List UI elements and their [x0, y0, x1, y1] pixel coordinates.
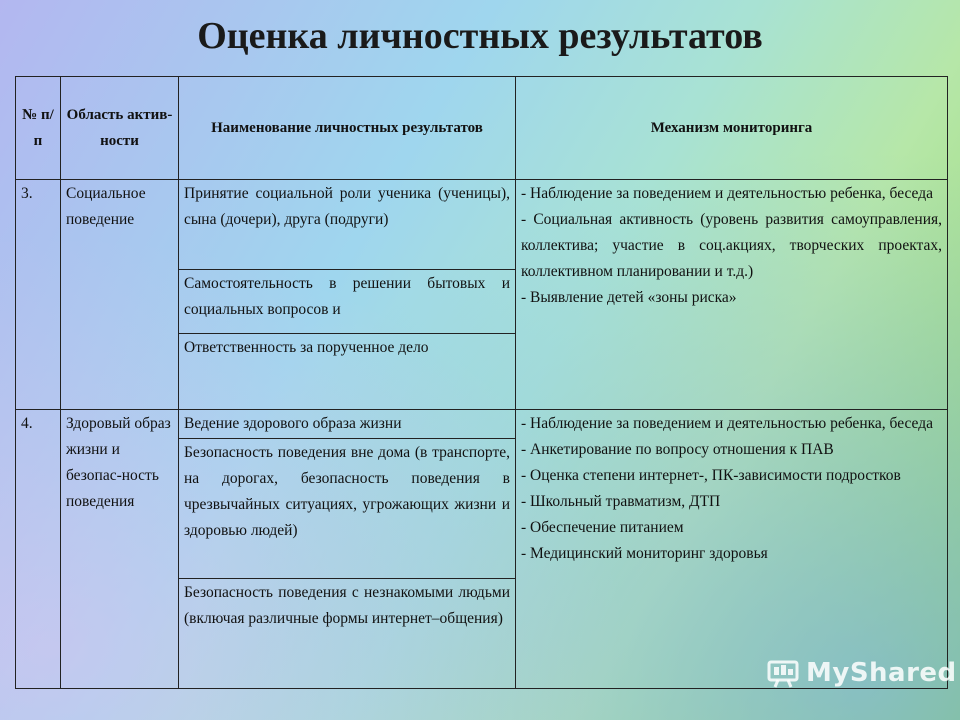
results-table [15, 76, 948, 689]
mechanism-cell [516, 180, 948, 410]
result-cell: Ведение здорового образа жизни [179, 410, 516, 439]
mechanism-item: - Обеспечение питанием [521, 519, 684, 536]
table-header-row [16, 77, 948, 180]
myshared-logo-icon [766, 658, 800, 688]
result-cell: Принятие социальной роли ученика (ученицы), сына (дочери), друга (подруги) [179, 180, 516, 270]
page-title: Оценка личностных результатов [197, 15, 763, 57]
mechanism-cell [516, 410, 948, 689]
result-cell: Безопасность поведения вне дома (в транспорте, на дорогах, безопасность поведения в чрезвычайных ситуациях, угрожающих жизни и здоровью людей) [179, 439, 516, 579]
header-num: № п/п [16, 77, 61, 180]
activity-area: Здоровый образ жизни и безопас-ность поведения [61, 410, 179, 689]
table-row [16, 180, 948, 270]
mechanism-item: - Наблюдение за поведением и деятельностью ребенка, беседа [521, 415, 933, 432]
table-row [16, 410, 948, 439]
activity-area: Социальное поведение [61, 180, 179, 410]
mechanism-item: - Наблюдение за поведением и деятельностью ребенка, беседа [521, 185, 933, 202]
row-number: 3. [16, 180, 61, 410]
watermark [766, 656, 957, 690]
header-mechanism: Механизм мониторинга [516, 77, 948, 180]
watermark-text: MyShared [806, 658, 957, 688]
mechanism-item: - Медицинский мониторинг здоровья [521, 545, 768, 562]
mechanism-item: - Социальная активность (уровень развития самоуправления, коллектива; участие в соц.акциях, творческих проектах, коллективном планировании и т.д.) [521, 211, 942, 280]
header-area: Область актив-ности [61, 77, 179, 180]
result-cell: Самостоятельность в решении бытовых и социальных вопросов и [179, 270, 516, 334]
result-cell: Безопасность поведения с незнакомыми людьми (включая различные формы интернет–общения) [179, 579, 516, 689]
mechanism-item: - Выявление детей «зоны риска» [521, 289, 737, 306]
mechanism-item: - Школьный травматизм, ДТП [521, 493, 721, 510]
row-number: 4. [16, 410, 61, 689]
header-results: Наименование личностных результатов [179, 77, 516, 180]
mechanism-item: - Оценка степени интернет-, ПК-зависимости подростков [521, 467, 901, 484]
mechanism-item: - Анкетирование по вопросу отношения к ПАВ [521, 441, 834, 458]
result-cell: Ответственность за порученное дело [179, 334, 516, 410]
